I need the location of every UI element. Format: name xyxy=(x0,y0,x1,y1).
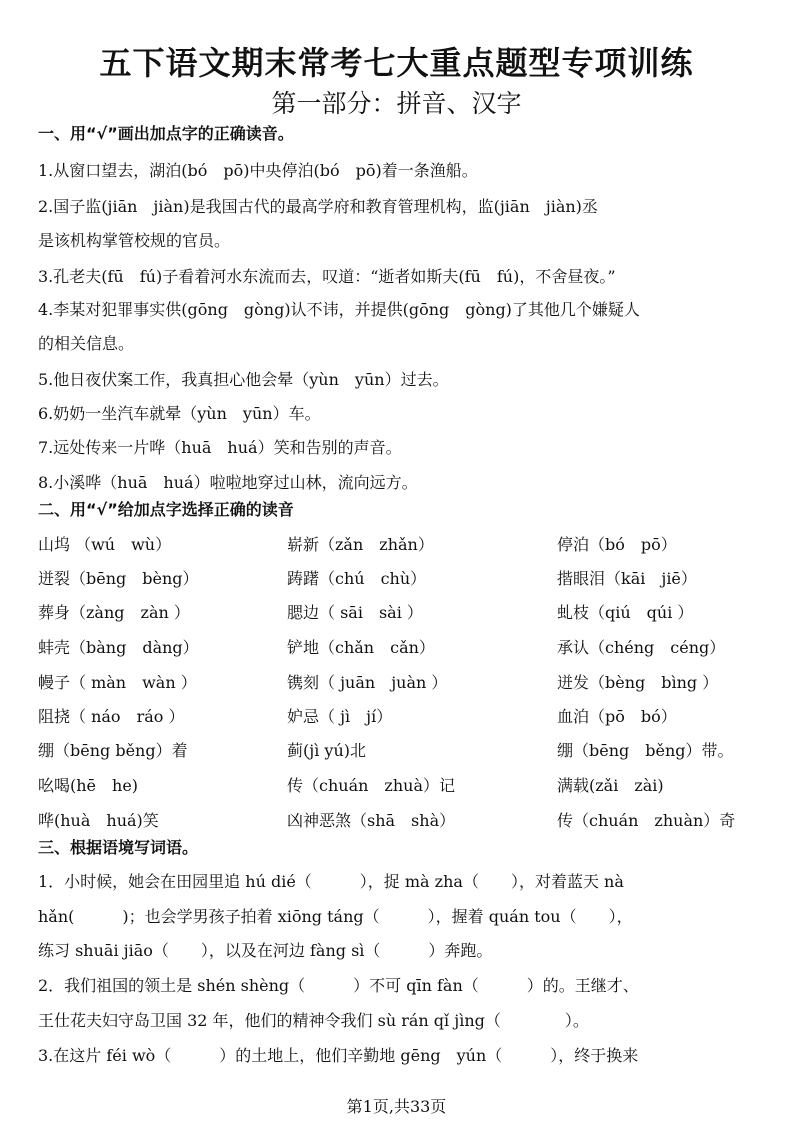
section1-line: 2.国子监(jiān jiàn)是我国古代的最高学府和教育管理机构，监(jiān jiàn)丞 xyxy=(38,197,598,216)
pinyin-item: 踌躇（chú chù） xyxy=(287,569,427,588)
pinyin-item: 葬身（zàng zàn ） xyxy=(38,603,190,622)
pinyin-item: 铲地（chǎn cǎn） xyxy=(287,638,435,657)
pinyin-item: 镌刻（ juān juàn ） xyxy=(287,673,448,692)
section3-line: 练习 shuāi jiāo（ ），以及在河边 fàng sì（ ）奔跑。 xyxy=(38,941,493,960)
pinyin-item: 停泊（bó pō） xyxy=(557,535,677,554)
pinyin-item: 蓟(jì yú)北 xyxy=(287,741,366,760)
pinyin-item: 吆喝(hē he) xyxy=(38,776,139,795)
pinyin-item: 凶神恶煞（shā shà） xyxy=(287,811,456,830)
section2-heading: 二、用“√”给加点字选择正确的读音 xyxy=(38,500,294,519)
section3-line: 2．我们祖国的领土是 shén shèng（ ）不可 qīn fàn（ ）的。王继才、 xyxy=(38,976,639,995)
pinyin-item: 揩眼泪（kāi jiē） xyxy=(557,569,697,588)
pinyin-item: 阻挠（ náo ráo ） xyxy=(38,707,185,726)
pinyin-item: 崭新（zǎn zhǎn） xyxy=(287,535,434,554)
section1-line: 5.他日夜伏案工作，我真担心他会晕（yùn yūn）过去。 xyxy=(38,370,449,389)
section3-heading: 三、根据语境写词语。 xyxy=(38,838,199,857)
pinyin-item: 迸发（bèng bìng ） xyxy=(557,673,719,692)
section1-heading: 一、用“√”画出加点字的正确读音。 xyxy=(38,124,294,143)
page-number: 第1页,共33页 xyxy=(346,1097,447,1116)
pinyin-item: 绷（bēng běng）着 xyxy=(38,741,188,760)
section1-line: 8.小溪哗（huā huá）啦啦地穿过山林，流向远方。 xyxy=(38,473,418,492)
page-title: 五下语文期末常考七大重点题型专项训练 xyxy=(99,44,694,82)
section1-line: 的相关信息。 xyxy=(38,334,135,353)
section3-line: 1．小时候，她会在田园里追 hú dié（ ），捉 mà zha（ ），对着蓝天 nà xyxy=(38,872,624,891)
pinyin-item: 绷（bēng běng）带。 xyxy=(557,741,734,760)
pinyin-item: 血泊（pō bó） xyxy=(557,707,677,726)
section1-line: 6.奶奶一坐汽车就晕（yùn yūn）车。 xyxy=(38,404,321,423)
page-subtitle: 第一部分：拼音、汉字 xyxy=(271,89,522,118)
pinyin-item: 承认（chéng céng） xyxy=(557,638,726,657)
pinyin-item: 迸裂（bēng bèng） xyxy=(38,569,199,588)
section3-line: 王仕花夫妇守岛卫国 32 年，他们的精神令我们 sù rán qǐ jìng（ ）。 xyxy=(38,1011,589,1030)
pinyin-item: 山坞 （wú wù） xyxy=(38,535,172,554)
section1-line: 1.从窗口望去，湖泊(bó pō)中央停泊(bó pō)着一条渔船。 xyxy=(38,161,478,180)
pinyin-item: 传（chuán zhuàn）奇 xyxy=(557,811,736,830)
pinyin-item: 传（chuán zhuà）记 xyxy=(287,776,455,795)
pinyin-item: 蚌壳（bàng dàng） xyxy=(38,638,199,657)
section1-line: 7.远处传来一片哗（huā huá）笑和告别的声音。 xyxy=(38,438,402,457)
pinyin-item: 幔子（ màn wàn ） xyxy=(38,673,197,692)
pinyin-item: 虬枝（qiú qúi ） xyxy=(557,603,694,622)
section1-line: 4.李某对犯罪事实供(gōng gòng)认不讳，并提供(gōng gòng)了其他几个嫌疑人 xyxy=(38,300,640,319)
section1-line: 是该机构掌管校规的官员。 xyxy=(38,231,231,250)
pinyin-item: 满载(zǎi zài) xyxy=(557,776,664,795)
section1-line: 3.孔老夫(fū fú)子看着河水东流而去，叹道：“逝者如斯夫(fū fú)，不舍昼夜。” xyxy=(38,267,616,286)
section3-line: 3.在这片 féi wò（ ）的土地上，他们辛勤地 gēng yún（ ），终于换来 xyxy=(38,1046,639,1065)
pinyin-item: 腮边（ sāi sài ） xyxy=(287,603,423,622)
pinyin-item: 妒忌（ jì jí） xyxy=(287,707,393,726)
pinyin-item: 哗(huà huá)笑 xyxy=(38,811,159,830)
section3-line: hǎn( )；也会学男孩子拍着 xiōng táng（ ），握着 quán tou（ ）， xyxy=(38,907,633,926)
